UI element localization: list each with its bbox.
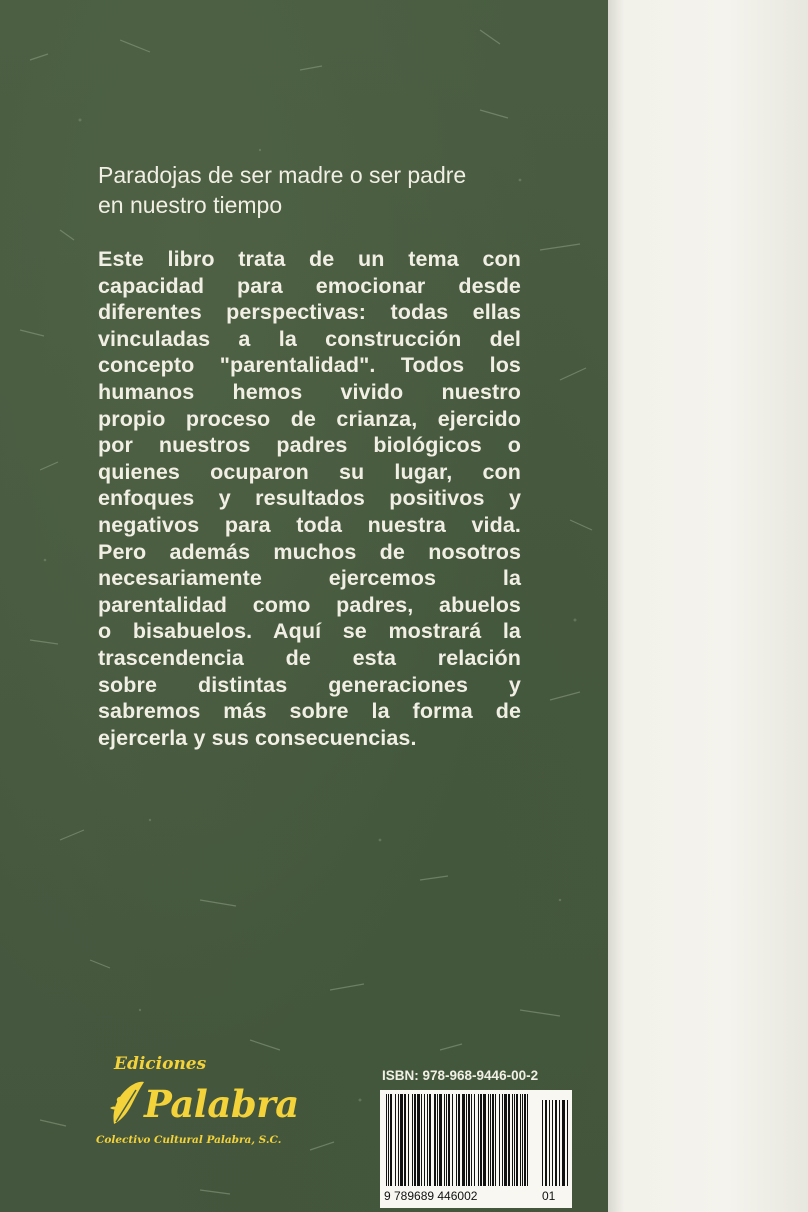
barcode-bar — [452, 1094, 453, 1186]
barcode-bar — [434, 1094, 436, 1186]
barcode-bars — [380, 1090, 572, 1190]
barcode-bar — [478, 1094, 479, 1186]
blurb-line: propio proceso de crianza, ejercido — [98, 406, 521, 431]
blurb-line: necesariamente ejercemos la — [98, 566, 521, 591]
barcode-bar — [404, 1094, 406, 1186]
barcode-addon-bar — [545, 1100, 547, 1186]
barcode-bar — [499, 1094, 500, 1186]
barcode-addon-bar — [542, 1100, 543, 1186]
barcode-bar — [388, 1094, 389, 1186]
blurb-line: por nuestros padres biológicos o — [98, 433, 521, 458]
barcode-bar — [474, 1094, 475, 1186]
barcode-bar — [504, 1094, 507, 1186]
blurb-line: o bisabuelos. Aquí se mostrará la — [98, 619, 521, 644]
isbn-label: ISBN: 978-968-9446-00-2 — [382, 1068, 539, 1083]
subtitle-line: Paradojas de ser madre o ser padre — [98, 162, 467, 188]
barcode-bar — [516, 1094, 518, 1186]
barcode-addon-bar — [567, 1100, 568, 1186]
barcode-bar — [466, 1094, 467, 1186]
book-blurb — [98, 246, 521, 751]
barcode-bar — [398, 1094, 399, 1186]
barcode-addon-bar — [555, 1100, 557, 1186]
barcode-bar — [456, 1094, 457, 1186]
barcode-addon-digits: 01 — [542, 1189, 556, 1203]
barcode-bar — [508, 1094, 510, 1186]
barcode-bar — [480, 1094, 482, 1186]
barcode-bar — [395, 1094, 396, 1186]
barcode-bar — [527, 1094, 528, 1186]
blurb-line: humanos hemos vivido nuestro — [98, 379, 521, 404]
barcode-bar — [514, 1094, 515, 1186]
barcode-bar — [408, 1094, 409, 1186]
publisher-logo — [96, 1054, 299, 1154]
barcode-bar — [492, 1094, 494, 1186]
barcode-addon-bar — [552, 1100, 553, 1186]
barcode-bar — [414, 1094, 416, 1186]
isbn-barcode — [380, 1090, 572, 1208]
publisher-name: Palabra — [144, 1082, 299, 1126]
book-subtitle — [98, 160, 528, 220]
blurb-line: diferentes perspectivas: todas ellas — [98, 300, 521, 325]
barcode-bar — [520, 1094, 521, 1186]
barcode-bar — [439, 1094, 442, 1186]
barcode-bar — [448, 1094, 450, 1186]
blurb-line: Este libro trata de un tema con — [98, 247, 521, 271]
page-edge — [608, 0, 808, 1212]
barcode-addon-bar — [559, 1100, 560, 1186]
barcode-bar — [386, 1094, 387, 1186]
blurb-line: enfoques y resultados positivos y — [98, 486, 521, 511]
barcode-bar — [468, 1094, 470, 1186]
blurb-line: quienes ocuparon su lugar, con — [98, 459, 521, 484]
barcode-bar — [458, 1094, 460, 1186]
barcode-addon-bar — [562, 1100, 565, 1186]
barcode-bar — [417, 1094, 420, 1186]
blurb-line: negativos para toda nuestra vida. — [98, 512, 521, 537]
barcode-bar — [502, 1094, 503, 1186]
blurb-line: Pero además muchos de nosotros — [98, 539, 521, 564]
barcode-digits: 9 789689 446002 — [384, 1189, 478, 1203]
blurb-line: capacidad para emocionar desde — [98, 273, 521, 298]
subtitle-line: en nuestro tiempo — [98, 192, 283, 218]
blurb-line: vinculadas a la construcción del — [98, 326, 521, 351]
barcode-bar — [400, 1094, 403, 1186]
publisher-ediciones: Ediciones — [114, 1054, 207, 1074]
barcode-bar — [412, 1094, 413, 1186]
blurb-line: sabremos más sobre la forma de — [98, 699, 521, 724]
blurb-line: parentalidad como padres, abuelos — [98, 592, 521, 617]
barcode-bar — [446, 1094, 447, 1186]
barcode-bar — [512, 1094, 513, 1186]
barcode-bar — [421, 1094, 422, 1186]
barcode-bar — [462, 1094, 465, 1186]
blurb-line: concepto "parentalidad". Todos los — [98, 353, 521, 378]
blurb-line: ejercerla y sus consecuencias. — [98, 725, 417, 750]
barcode-bar — [488, 1094, 489, 1186]
barcode-bar — [524, 1094, 526, 1186]
barcode-bar — [495, 1094, 496, 1186]
barcode-bar — [429, 1094, 431, 1186]
barcode-bar — [390, 1094, 392, 1186]
publisher-collective: Colectivo Cultural Palabra, S.C. — [96, 1134, 282, 1146]
barcode-bar — [490, 1094, 491, 1186]
barcode-bar — [483, 1094, 486, 1186]
barcode-bar — [444, 1094, 445, 1186]
barcode-bar — [437, 1094, 438, 1186]
barcode-bar — [427, 1094, 428, 1186]
barcode-addon-bar — [549, 1100, 550, 1186]
barcode-bar — [424, 1094, 425, 1186]
barcode-bar — [522, 1094, 523, 1186]
barcode-bar — [471, 1094, 472, 1186]
blurb-line: trascendencia de esta relación — [98, 645, 521, 670]
feather-quill-icon — [106, 1078, 148, 1128]
blurb-line: sobre distintas generaciones y — [98, 672, 521, 697]
